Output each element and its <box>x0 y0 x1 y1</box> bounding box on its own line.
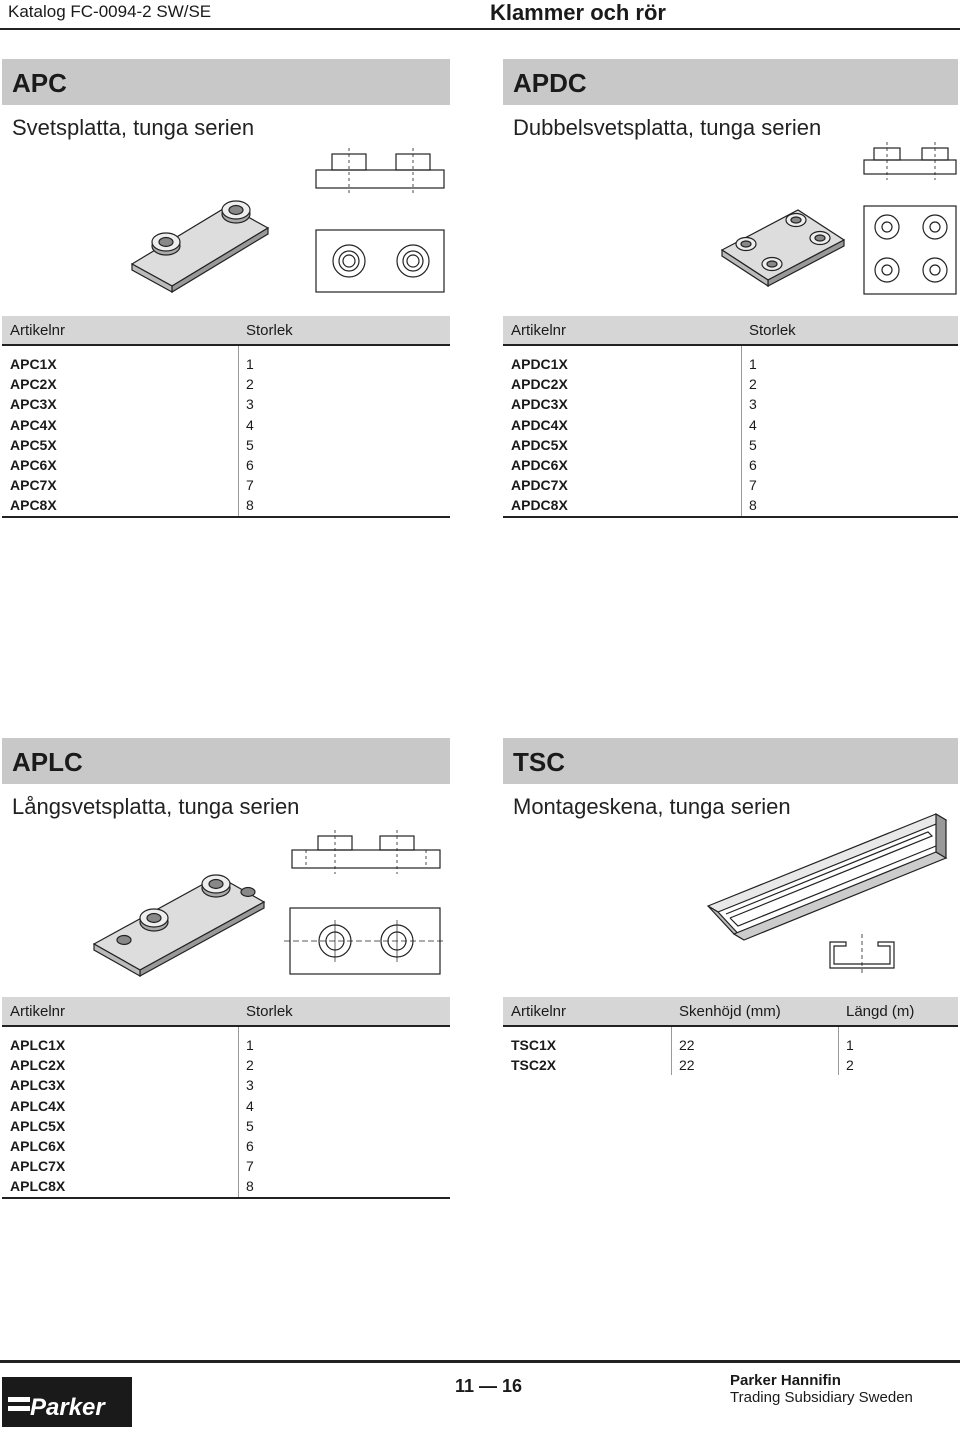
table-row <box>503 1035 958 1055</box>
column-header-article: Artikelnr <box>511 322 567 339</box>
table-row <box>2 475 450 495</box>
tsc-drawing <box>700 810 950 976</box>
catalog-number: Katalog FC-0094-2 SW/SE <box>8 2 212 21</box>
cell-size: 6 <box>246 1137 254 1154</box>
table-row <box>2 1136 450 1156</box>
table-row <box>503 374 958 394</box>
table-row <box>2 1075 450 1095</box>
column-header-size: Storlek <box>246 322 293 339</box>
cell-article: APDC1X <box>511 356 568 372</box>
cell-article: APC2X <box>10 376 57 393</box>
cell-article: TSC2X <box>511 1057 557 1074</box>
cell-article: APDC8X <box>511 497 568 514</box>
cell-size: 7 <box>246 477 254 494</box>
cell-size: 2 <box>246 376 254 393</box>
cell-rail-height: 22 <box>679 1037 695 1053</box>
section-code-apdc: APDC <box>513 68 587 98</box>
cell-length: 2 <box>846 1057 854 1074</box>
cell-size: 5 <box>246 1117 254 1134</box>
cell-size: 4 <box>246 416 254 433</box>
parker-logo-icon <box>2 1377 132 1427</box>
parker-logo <box>2 1377 132 1427</box>
section-tsc <box>503 738 958 819</box>
cell-size: 2 <box>246 1057 254 1074</box>
section-bar-apc <box>2 59 450 105</box>
table-row <box>503 475 958 495</box>
cell-size: 8 <box>246 1178 254 1195</box>
table-row <box>2 455 450 475</box>
column-header-size: Storlek <box>246 1003 293 1020</box>
table-row <box>2 1156 450 1176</box>
table-aplc <box>2 997 450 1199</box>
cell-article: APLC1X <box>10 1037 66 1053</box>
column-header-length: Längd (m) <box>846 1003 915 1020</box>
table-row <box>503 495 958 515</box>
apc-drawing <box>128 148 448 296</box>
cell-article: APLC7X <box>10 1158 66 1175</box>
table-body <box>2 346 450 518</box>
table-header <box>2 316 450 346</box>
cell-size: 5 <box>749 436 757 453</box>
cell-size: 3 <box>246 396 254 413</box>
cell-size: 1 <box>246 356 254 372</box>
cell-article: APDC6X <box>511 456 568 473</box>
table-row <box>503 455 958 475</box>
table-header <box>503 997 958 1027</box>
table-row <box>2 374 450 394</box>
cell-article: APC5X <box>10 436 57 453</box>
cell-article: APC8X <box>10 497 57 514</box>
table-row <box>503 435 958 455</box>
table-body <box>503 346 958 518</box>
table-row <box>2 1096 450 1116</box>
column-header-size: Storlek <box>749 322 796 339</box>
section-aplc <box>2 738 450 819</box>
table-header <box>2 997 450 1027</box>
cell-size: 4 <box>246 1097 254 1114</box>
cell-size: 2 <box>749 376 757 393</box>
column-header-article: Artikelnr <box>10 322 66 339</box>
page-number: 11 — 16 <box>455 1376 523 1396</box>
apdc-drawing <box>718 140 958 298</box>
column-header-article: Artikelnr <box>10 1003 66 1020</box>
cell-length: 1 <box>846 1037 854 1053</box>
aplc-drawing <box>88 828 444 978</box>
cell-article: APC3X <box>10 396 57 413</box>
cell-article: APDC3X <box>511 396 568 413</box>
cell-article: APLC4X <box>10 1097 66 1114</box>
table-row <box>2 354 450 374</box>
table-tsc <box>503 997 958 1075</box>
cell-article: APDC4X <box>511 416 568 433</box>
cell-article: APLC5X <box>10 1117 66 1134</box>
column-header-rail-height: Skenhöjd (mm) <box>679 1003 781 1020</box>
table-row <box>503 354 958 374</box>
table-row <box>2 415 450 435</box>
cell-article: APLC3X <box>10 1077 66 1094</box>
table-row <box>2 435 450 455</box>
table-header <box>503 316 958 346</box>
page-title: Klammer och rör <box>489 0 666 25</box>
table-row <box>2 495 450 515</box>
section-code-apc: APC <box>12 68 67 98</box>
cell-rail-height: 22 <box>679 1057 695 1074</box>
logo-wordmark: Parker <box>30 1394 105 1421</box>
cell-size: 7 <box>749 477 757 494</box>
cell-size: 3 <box>246 1077 254 1094</box>
company-subtitle: Trading Subsidiary Sweden <box>730 1389 913 1406</box>
column-header-article: Artikelnr <box>511 1003 567 1020</box>
section-subtitle-apc: Svetsplatta, tunga serien <box>12 115 255 140</box>
cell-article: APC4X <box>10 416 57 433</box>
section-code-tsc: TSC <box>513 747 565 777</box>
cell-article: APLC2X <box>10 1057 66 1074</box>
table-row <box>503 415 958 435</box>
cell-size: 6 <box>749 456 757 473</box>
table-apdc <box>503 316 958 518</box>
cell-size: 6 <box>246 456 254 473</box>
section-bar-apdc <box>503 59 958 105</box>
table-row <box>2 394 450 414</box>
cell-size: 7 <box>246 1158 254 1175</box>
cell-article: TSC1X <box>511 1037 557 1053</box>
cell-size: 1 <box>749 356 757 372</box>
cell-size: 4 <box>749 416 757 433</box>
section-bar-tsc <box>503 738 958 784</box>
table-body <box>503 1027 958 1075</box>
table-row <box>2 1116 450 1136</box>
cell-article: APDC2X <box>511 376 568 393</box>
table-row <box>503 394 958 414</box>
cell-article: APC6X <box>10 456 57 473</box>
section-subtitle-tsc: Montageskena, tunga serien <box>513 794 791 819</box>
cell-size: 8 <box>246 497 254 514</box>
cell-article: APC1X <box>10 356 57 372</box>
company-name: Parker Hannifin <box>730 1372 841 1389</box>
table-row <box>2 1055 450 1075</box>
table-body <box>2 1027 450 1199</box>
section-subtitle-apdc: Dubbelsvetsplatta, tunga serien <box>513 115 822 140</box>
cell-article: APLC6X <box>10 1137 66 1154</box>
cell-article: APDC7X <box>511 477 568 494</box>
cell-article: APC7X <box>10 477 57 494</box>
table-row <box>2 1176 450 1196</box>
section-apc <box>2 59 450 140</box>
cell-size: 8 <box>749 497 757 514</box>
cell-size: 3 <box>749 396 757 413</box>
header-divider <box>0 28 960 30</box>
cell-size: 1 <box>246 1037 254 1053</box>
footer-divider <box>0 1360 960 1363</box>
cell-size: 5 <box>246 436 254 453</box>
section-bar-aplc <box>2 738 450 784</box>
cell-article: APDC5X <box>511 436 568 453</box>
table-row <box>503 1055 958 1075</box>
section-apdc <box>503 59 958 140</box>
cell-article: APLC8X <box>10 1178 66 1195</box>
section-subtitle-aplc: Långsvetsplatta, tunga serien <box>12 794 300 819</box>
table-row <box>2 1035 450 1055</box>
table-apc <box>2 316 450 518</box>
section-code-aplc: APLC <box>12 747 83 777</box>
